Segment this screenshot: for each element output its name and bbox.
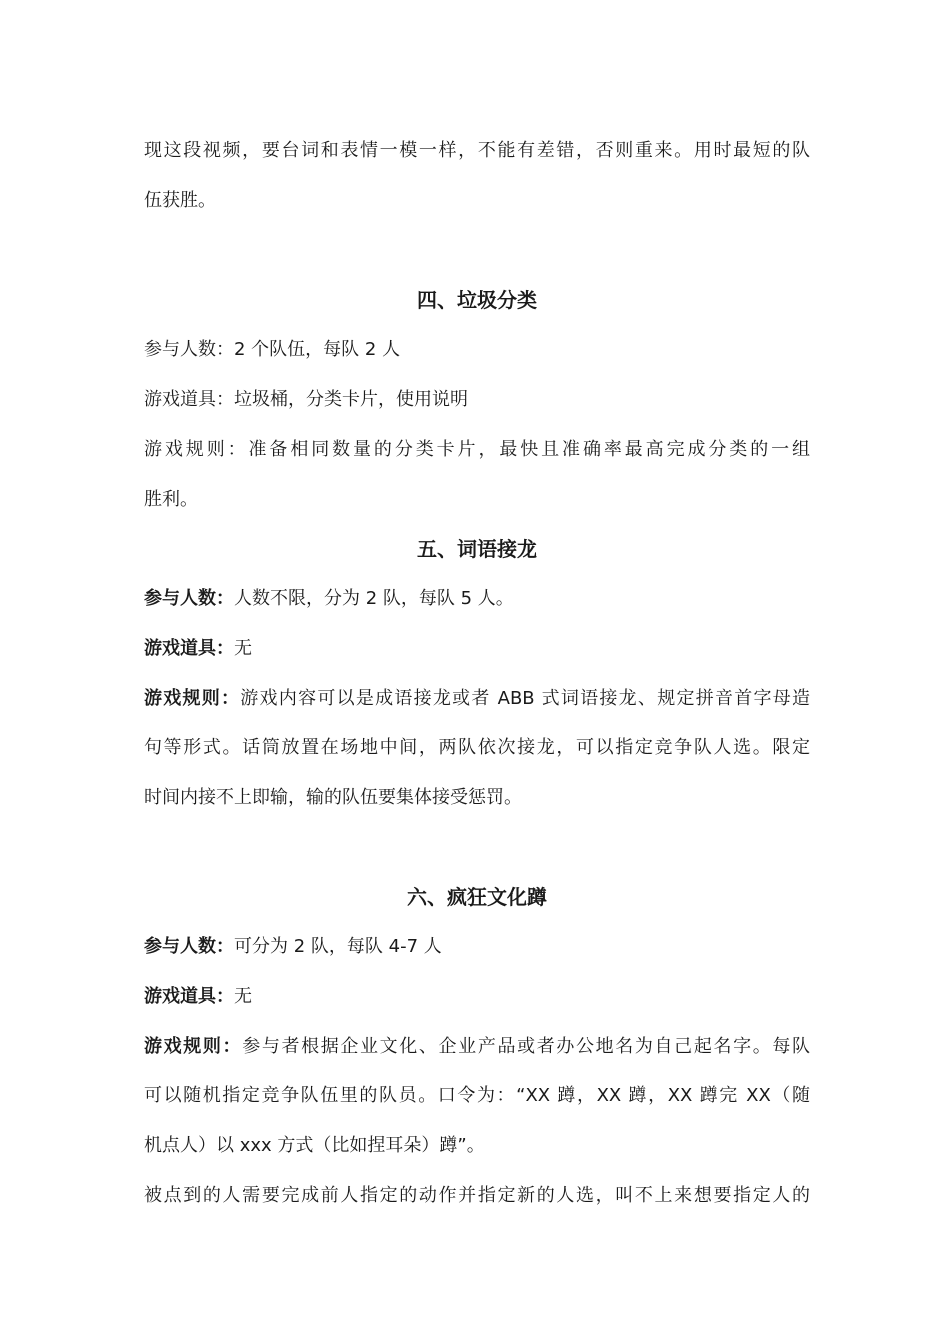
section-6-rules-line-3: 机点人）以 xxx 方式（比如捏耳朵）蹲”。 — [144, 1135, 485, 1156]
section-5-rules-text-1: 游戏内容可以是成语接龙或者 ABB 式词语接龙、规定拼音首字母造 — [240, 688, 810, 709]
section-4-rules-line-2: 胜利。 — [144, 489, 198, 510]
section-6-rules-line-2: 可以随机指定竞争队伍里的队员。口令为：“XX 蹲，XX 蹲，XX 蹲完 XX（随 — [144, 1085, 810, 1106]
section-4-people: 参与人数：2 个队伍，每队 2 人 — [144, 339, 401, 360]
section-5-rules-line-1 — [144, 686, 810, 712]
section-5-people — [144, 586, 810, 612]
section-6-props-label: 游戏道具： — [144, 986, 234, 1007]
section-6-extra-line-1: 被点到的人需要完成前人指定的动作并指定新的人选，叫不上来想要指定人的 — [144, 1185, 810, 1206]
section-6-props — [144, 984, 810, 1010]
intro-line-2: 伍获胜。 — [144, 190, 216, 211]
section-4-props: 游戏道具：垃圾桶，分类卡片，使用说明 — [144, 389, 468, 410]
section-4-title: 四、垃圾分类 — [417, 288, 537, 312]
section-5-rules-line-3: 时间内接不上即输，输的队伍要集体接受惩罚。 — [144, 787, 522, 808]
section-5-people-label: 参与人数： — [144, 588, 234, 609]
section-6-title: 六、疯狂文化蹲 — [407, 885, 547, 909]
section-5-props — [144, 636, 810, 662]
section-6-props-value: 无 — [234, 986, 252, 1007]
section-6-people-value: 可分为 2 队，每队 4-7 人 — [234, 936, 442, 957]
section-6-people — [144, 934, 810, 960]
intro-line-1: 现这段视频，要台词和表情一模一样，不能有差错，否则重来。用时最短的队 — [144, 140, 810, 161]
section-5-rules-line-2: 句等形式。话筒放置在场地中间，两队依次接龙，可以指定竞争队人选。限定 — [144, 737, 810, 758]
section-5-props-value: 无 — [234, 638, 252, 659]
section-4-rules-line-1: 游戏规则：准备相同数量的分类卡片，最快且准确率最高完成分类的一组 — [144, 439, 810, 460]
section-5-people-value: 人数不限，分为 2 队，每队 5 人。 — [234, 588, 514, 609]
section-6-rules-line-1 — [144, 1034, 810, 1060]
section-5-props-label: 游戏道具： — [144, 638, 234, 659]
section-5-title: 五、词语接龙 — [417, 537, 537, 561]
section-6-rules-text-1: 参与者根据企业文化、企业产品或者办公地名为自己起名字。每队 — [242, 1036, 810, 1057]
section-6-people-label: 参与人数： — [144, 936, 234, 957]
section-5-rules-label: 游戏规则： — [144, 688, 241, 709]
section-6-rules-label: 游戏规则： — [144, 1036, 243, 1057]
